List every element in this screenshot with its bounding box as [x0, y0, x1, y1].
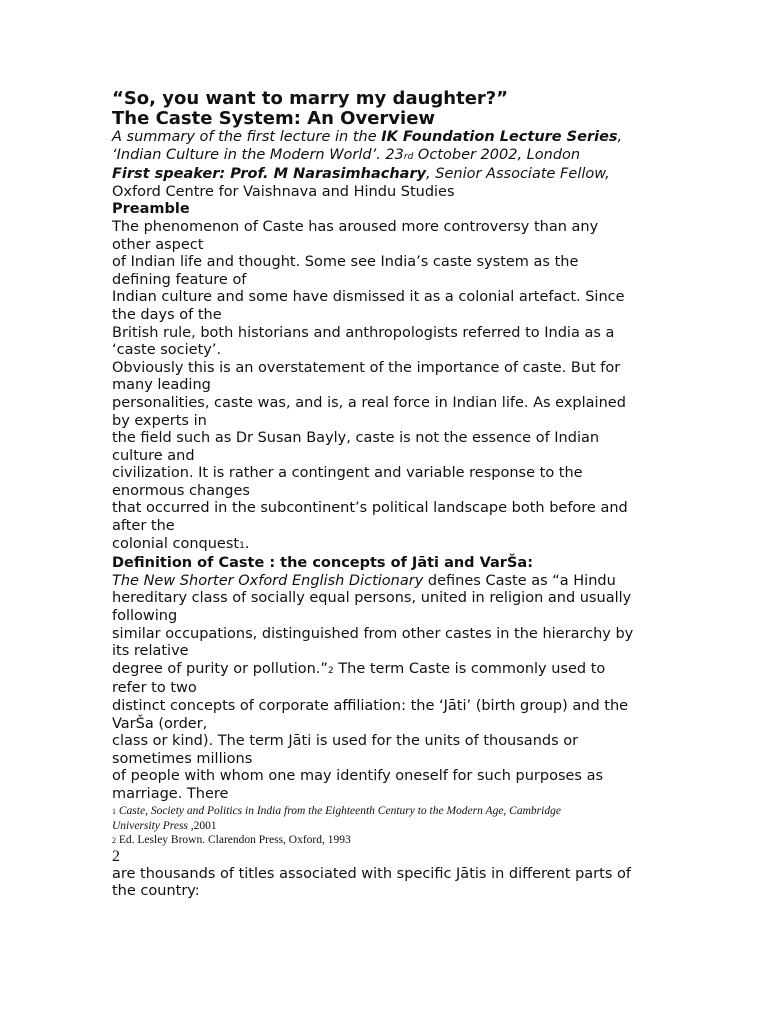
footnote-ref-1[interactable]: 1 [239, 540, 245, 551]
text-line: the country: [112, 883, 200, 900]
footnote-number: 1 [112, 806, 116, 816]
text-line [112, 661, 660, 681]
text-line: Obviously this is an overstatement of the importance of caste. But for [112, 359, 621, 376]
text-line: defining feature of [112, 271, 247, 288]
text-line: the days of the [112, 306, 222, 323]
text-span: . [244, 535, 250, 552]
text-line: class or kind). The term Jāti is used for the units of thousands or [112, 733, 579, 750]
text-span: colonial conquest [112, 535, 240, 552]
text-line: personalities, caste was, and is, a real force in Indian life. As explained [112, 394, 626, 411]
page-number: 2 [112, 847, 120, 865]
footnote-text: Ed. Lesley Brown. Clarendon Press, Oxford, 1993 [116, 833, 351, 846]
speaker-name: First speaker: Prof. M Narasimhachary [112, 166, 427, 183]
document-body [112, 89, 660, 901]
text-line: that occurred in the subcontinent’s political landscape both before and [112, 500, 628, 517]
footnote-number: 2 [112, 835, 116, 845]
text-line: distinct concepts of corporate affiliation: the ‘Jāti’ (birth group) and the [112, 698, 629, 714]
text-line [112, 536, 660, 556]
dictionary-title: The New Shorter Oxford English Dictionary [112, 572, 424, 589]
text-line: similar occupations, distinguished from other castes in the hierarchy by [112, 625, 634, 642]
definition-body [112, 573, 660, 804]
preamble-body [112, 219, 660, 555]
text-line: marriage. There [112, 785, 229, 802]
text-line: The phenomenon of Caste has aroused more controversy than any [112, 218, 599, 235]
preamble-heading: Preamble [112, 201, 190, 218]
document-title: “So, you want to marry my daughter?” [112, 88, 509, 109]
text-line: enormous changes [112, 482, 250, 499]
text-line: refer to two [112, 680, 197, 697]
text-line: after the [112, 518, 175, 535]
footnotes [112, 804, 660, 848]
footnote-text: University Press [112, 819, 188, 832]
text-span: defines Caste as “a Hindu [423, 572, 616, 589]
speaker-organization: Oxford Centre for Vaishnava and Hindu Studies [112, 183, 455, 200]
text-line: many leading [112, 377, 211, 394]
text-line: its relative [112, 643, 189, 660]
footnote-ref-2[interactable]: 2 [327, 665, 334, 676]
text-line: Indian culture and some have dismissed it as a colonial artefact. Since [112, 289, 625, 306]
lecture-series-name: IK Foundation Lecture Series [381, 129, 618, 145]
speaker-role: , Senior Associate Fellow, [426, 166, 610, 183]
continuation-body [112, 866, 660, 901]
text-line: culture and [112, 447, 195, 464]
speaker-line [112, 166, 660, 184]
text-line: are thousands of titles associated with specific Jātis in different parts of [112, 865, 631, 882]
footnote-text: ,2001 [187, 819, 217, 832]
text-line: other aspect [112, 236, 204, 253]
text-line: hereditary class of socially equal persons, united in religion and usually [112, 590, 632, 607]
text-line: ‘caste society’. [112, 342, 222, 359]
text-line: following [112, 608, 178, 625]
summary-date-rest: October 2002, London [413, 146, 581, 163]
text-span: The term Caste is commonly used to [333, 660, 606, 677]
summary-comma: , [617, 129, 623, 145]
footnote-1 [112, 804, 660, 819]
text-line: VarŠa (order, [112, 715, 208, 732]
text-line: civilization. It is rather a contingent and variable response to the [112, 465, 583, 482]
text-span: degree of purity or pollution.” [112, 660, 328, 677]
text-line [112, 573, 660, 591]
footnote-1-continued [112, 819, 660, 833]
text-line: of people with whom one may identify oneself for such purposes as [112, 768, 604, 785]
ordinal-suffix: rd [403, 151, 414, 162]
summary-date-text: ‘Indian Culture in the Modern World’. 23 [112, 146, 404, 163]
document-subtitle: The Caste System: An Overview [112, 108, 436, 129]
summary-text: A summary of the first lecture in the [112, 129, 382, 145]
text-line: by experts in [112, 412, 207, 429]
definition-heading: Definition of Caste : the concepts of Jāti and VarŠa: [112, 555, 533, 572]
footnote-2 [112, 833, 660, 848]
text-line: the field such as Dr Susan Bayly, caste is not the essence of Indian [112, 430, 600, 447]
footnote-text: Caste, Society and Politics in India from the Eighteenth Century to the Modern Age, Cambridge [116, 804, 561, 817]
summary-line-2 [112, 147, 660, 167]
text-line: of Indian life and thought. Some see India’s caste system as the [112, 254, 579, 271]
text-line: sometimes millions [112, 750, 253, 767]
summary-line-1 [112, 129, 660, 147]
text-line: British rule, both historians and anthropologists referred to India as a [112, 324, 615, 341]
